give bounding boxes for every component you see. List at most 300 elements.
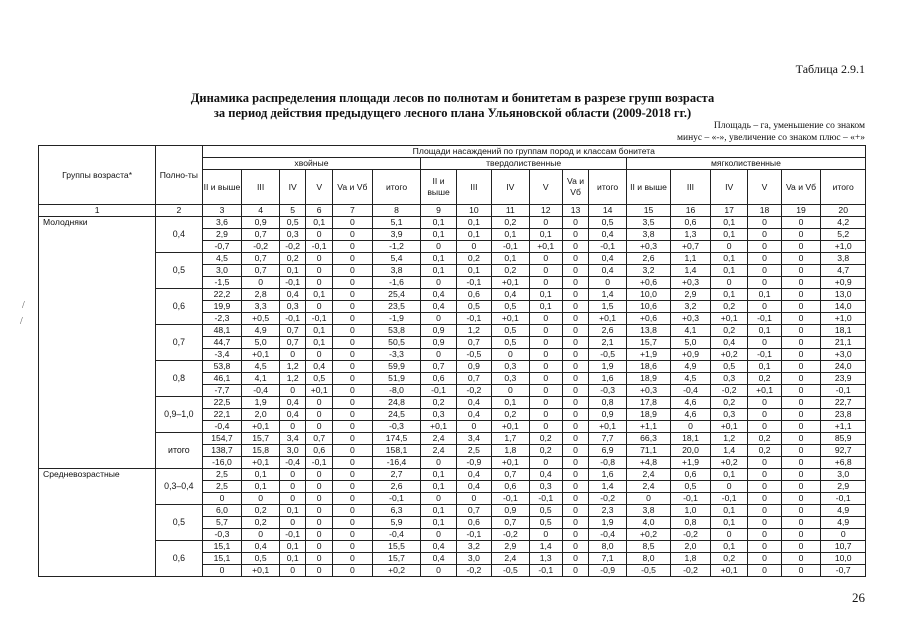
value-cell: 0 bbox=[332, 385, 372, 397]
value-cell: 0,1 bbox=[421, 481, 456, 493]
value-cell: 0,1 bbox=[710, 469, 748, 481]
value-cell: -0,9 bbox=[589, 565, 627, 577]
density-cell: 0,6 bbox=[156, 541, 202, 577]
value-cell: -0,2 bbox=[589, 493, 627, 505]
value-cell: 0,4 bbox=[421, 553, 456, 565]
header-age-groups: Группы возраста* bbox=[39, 146, 156, 205]
value-cell: 0 bbox=[710, 241, 748, 253]
value-cell: 0 bbox=[781, 217, 821, 229]
column-number-cell: 1 bbox=[39, 205, 156, 217]
value-cell: 0,9 bbox=[242, 217, 280, 229]
value-cell: 4,2 bbox=[821, 217, 866, 229]
value-cell: 0,1 bbox=[456, 265, 491, 277]
value-cell: -0,5 bbox=[626, 565, 670, 577]
value-cell: 0 bbox=[562, 529, 589, 541]
value-cell: 0,6 bbox=[492, 481, 530, 493]
value-cell: 0,4 bbox=[589, 265, 627, 277]
value-cell: 0 bbox=[562, 409, 589, 421]
value-cell: 20,0 bbox=[671, 445, 711, 457]
header-class-cell: V bbox=[306, 170, 333, 205]
value-cell: 0,1 bbox=[242, 469, 280, 481]
value-cell: 0 bbox=[492, 385, 530, 397]
header-class-cell: Va и Vб bbox=[562, 170, 589, 205]
value-cell: 0 bbox=[242, 277, 280, 289]
value-cell: 59,9 bbox=[372, 361, 421, 373]
value-cell: 0 bbox=[781, 241, 821, 253]
density-cell: 0,9–1,0 bbox=[156, 397, 202, 433]
value-cell: 2,9 bbox=[202, 229, 242, 241]
value-cell: 0 bbox=[748, 565, 781, 577]
value-cell: 0,5 bbox=[492, 301, 530, 313]
value-cell: 1,2 bbox=[279, 373, 306, 385]
value-cell: 0 bbox=[781, 289, 821, 301]
value-cell: 10,0 bbox=[626, 289, 670, 301]
value-cell: 0 bbox=[562, 337, 589, 349]
value-cell: -8,0 bbox=[372, 385, 421, 397]
value-cell: 0,4 bbox=[589, 253, 627, 265]
value-cell: 2,5 bbox=[456, 445, 491, 457]
value-cell: 0 bbox=[781, 409, 821, 421]
value-cell: +0,1 bbox=[710, 313, 748, 325]
column-number-cell: 3 bbox=[202, 205, 242, 217]
value-cell: 0,9 bbox=[589, 409, 627, 421]
value-cell: 0 bbox=[492, 349, 530, 361]
header-class-cell: IV bbox=[279, 170, 306, 205]
value-cell: 0,1 bbox=[421, 517, 456, 529]
value-cell: 0 bbox=[748, 265, 781, 277]
value-cell: 4,7 bbox=[821, 265, 866, 277]
value-cell: 5,4 bbox=[372, 253, 421, 265]
value-cell: +0,1 bbox=[589, 313, 627, 325]
value-cell: -0,7 bbox=[202, 241, 242, 253]
header-class-cell: Va и Vб bbox=[781, 170, 821, 205]
value-cell: 0 bbox=[748, 469, 781, 481]
value-cell: 14,0 bbox=[821, 301, 866, 313]
value-cell: 0,7 bbox=[306, 433, 333, 445]
value-cell: 0,7 bbox=[242, 253, 280, 265]
value-cell: +0,1 bbox=[492, 313, 530, 325]
value-cell: 0 bbox=[781, 397, 821, 409]
value-cell: 0,7 bbox=[242, 265, 280, 277]
value-cell: 0,1 bbox=[492, 229, 530, 241]
value-cell: 0 bbox=[781, 481, 821, 493]
value-cell: 0 bbox=[562, 481, 589, 493]
value-cell: 0,1 bbox=[710, 517, 748, 529]
value-cell: -0,1 bbox=[821, 385, 866, 397]
value-cell: 4,9 bbox=[821, 505, 866, 517]
value-cell: 2,1 bbox=[589, 337, 627, 349]
value-cell: -0,5 bbox=[456, 349, 491, 361]
value-cell: 0,6 bbox=[306, 445, 333, 457]
value-cell: -0,1 bbox=[279, 313, 306, 325]
value-cell: 0 bbox=[332, 265, 372, 277]
value-cell: 0,9 bbox=[456, 361, 491, 373]
value-cell: 25,4 bbox=[372, 289, 421, 301]
value-cell: -0,3 bbox=[202, 529, 242, 541]
value-cell: +0,1 bbox=[242, 565, 280, 577]
value-cell: +0,1 bbox=[710, 421, 748, 433]
density-cell: 0,3–0,4 bbox=[156, 469, 202, 505]
value-cell: 0 bbox=[306, 265, 333, 277]
value-cell: 0 bbox=[332, 517, 372, 529]
value-cell: 0,1 bbox=[710, 217, 748, 229]
value-cell: -0,5 bbox=[589, 349, 627, 361]
value-cell: 4,6 bbox=[671, 409, 711, 421]
value-cell: 1,2 bbox=[279, 361, 306, 373]
value-cell: 0,2 bbox=[710, 325, 748, 337]
value-cell: 1,4 bbox=[589, 481, 627, 493]
value-cell: 0 bbox=[332, 565, 372, 577]
value-cell: 0 bbox=[421, 457, 456, 469]
value-cell: 4,0 bbox=[626, 517, 670, 529]
value-cell: 0 bbox=[781, 517, 821, 529]
value-cell: 3,8 bbox=[626, 229, 670, 241]
value-cell: 0 bbox=[306, 253, 333, 265]
value-cell: 0,4 bbox=[456, 481, 491, 493]
table-row bbox=[39, 289, 866, 301]
value-cell: 0 bbox=[562, 265, 589, 277]
value-cell: 1,4 bbox=[671, 265, 711, 277]
value-cell: 0,1 bbox=[279, 505, 306, 517]
value-cell: 0 bbox=[781, 445, 821, 457]
value-cell: 48,1 bbox=[202, 325, 242, 337]
column-number-cell: 17 bbox=[710, 205, 748, 217]
value-cell: 13,8 bbox=[626, 325, 670, 337]
value-cell: 0 bbox=[306, 229, 333, 241]
column-number-cell: 7 bbox=[332, 205, 372, 217]
value-cell: 0 bbox=[781, 337, 821, 349]
value-cell: 2,9 bbox=[821, 481, 866, 493]
value-cell: 1,6 bbox=[589, 373, 627, 385]
value-cell: +0,1 bbox=[529, 241, 562, 253]
value-cell: +0,1 bbox=[589, 421, 627, 433]
value-cell: -16,0 bbox=[202, 457, 242, 469]
value-cell: -0,2 bbox=[710, 385, 748, 397]
value-cell: 0,2 bbox=[529, 433, 562, 445]
value-cell: 0,1 bbox=[748, 325, 781, 337]
value-cell: +1,9 bbox=[626, 349, 670, 361]
value-cell: 2,7 bbox=[372, 469, 421, 481]
value-cell: -0,1 bbox=[529, 493, 562, 505]
value-cell: 66,3 bbox=[626, 433, 670, 445]
value-cell: 0 bbox=[529, 337, 562, 349]
value-cell: 0 bbox=[562, 433, 589, 445]
value-cell: 0,4 bbox=[242, 541, 280, 553]
value-cell: 23,9 bbox=[821, 373, 866, 385]
value-cell: 0,7 bbox=[492, 517, 530, 529]
value-cell: 0 bbox=[456, 493, 491, 505]
value-cell: 0 bbox=[821, 529, 866, 541]
value-cell: +0,3 bbox=[626, 241, 670, 253]
value-cell: 0 bbox=[306, 349, 333, 361]
value-cell: 3,8 bbox=[626, 505, 670, 517]
value-cell: 2,4 bbox=[626, 469, 670, 481]
value-cell: +0,3 bbox=[671, 277, 711, 289]
value-cell: 0 bbox=[562, 313, 589, 325]
value-cell: -0,1 bbox=[671, 493, 711, 505]
header-class-cell: V bbox=[529, 170, 562, 205]
value-cell: 0 bbox=[529, 313, 562, 325]
value-cell: 0,3 bbox=[279, 229, 306, 241]
value-cell: 0 bbox=[306, 397, 333, 409]
density-cell: 0,5 bbox=[156, 505, 202, 541]
value-cell: 0,9 bbox=[421, 337, 456, 349]
value-cell: 0 bbox=[279, 517, 306, 529]
value-cell: 18,9 bbox=[626, 373, 670, 385]
value-cell: 0,2 bbox=[710, 397, 748, 409]
table-row bbox=[39, 469, 866, 481]
value-cell: 0,1 bbox=[421, 217, 456, 229]
value-cell: +1,9 bbox=[671, 457, 711, 469]
value-cell: 22,7 bbox=[821, 397, 866, 409]
value-cell: -0,1 bbox=[456, 277, 491, 289]
value-cell: 0 bbox=[306, 565, 333, 577]
value-cell: 0 bbox=[781, 373, 821, 385]
value-cell: 4,9 bbox=[242, 325, 280, 337]
column-number-cell: 8 bbox=[372, 205, 421, 217]
value-cell: 0 bbox=[306, 493, 333, 505]
header-hardwood: твердолиственные bbox=[421, 158, 627, 170]
value-cell: 0 bbox=[562, 457, 589, 469]
value-cell: 0,4 bbox=[456, 409, 491, 421]
value-cell: 15,1 bbox=[202, 553, 242, 565]
value-cell: -0,1 bbox=[821, 493, 866, 505]
value-cell: 2,0 bbox=[671, 541, 711, 553]
value-cell: 0,6 bbox=[671, 217, 711, 229]
value-cell: 1,8 bbox=[671, 553, 711, 565]
value-cell: 8,5 bbox=[626, 541, 670, 553]
value-cell: 46,1 bbox=[202, 373, 242, 385]
density-cell: 0,5 bbox=[156, 253, 202, 289]
value-cell: 0 bbox=[242, 493, 280, 505]
value-cell: 18,1 bbox=[671, 433, 711, 445]
value-cell: 0,4 bbox=[421, 301, 456, 313]
value-cell: 138,7 bbox=[202, 445, 242, 457]
value-cell: 5,0 bbox=[671, 337, 711, 349]
value-cell: 3,0 bbox=[821, 469, 866, 481]
value-cell: 0,2 bbox=[242, 517, 280, 529]
value-cell: 0 bbox=[748, 217, 781, 229]
column-number-cell: 19 bbox=[781, 205, 821, 217]
value-cell: 0 bbox=[306, 529, 333, 541]
value-cell: +0,1 bbox=[748, 385, 781, 397]
value-cell: 0 bbox=[626, 493, 670, 505]
value-cell: +0,1 bbox=[306, 385, 333, 397]
value-cell: -0,2 bbox=[671, 565, 711, 577]
forest-density-table bbox=[38, 145, 866, 577]
value-cell: +0,1 bbox=[242, 421, 280, 433]
header-density: Полно-ты bbox=[156, 146, 202, 205]
table-row bbox=[39, 541, 866, 553]
value-cell: 0,1 bbox=[748, 361, 781, 373]
value-cell: -3,3 bbox=[372, 349, 421, 361]
value-cell: 0 bbox=[279, 481, 306, 493]
value-cell: 0,1 bbox=[529, 301, 562, 313]
value-cell: 0 bbox=[781, 325, 821, 337]
value-cell: 0,5 bbox=[492, 337, 530, 349]
value-cell: 0,1 bbox=[492, 253, 530, 265]
value-cell: 0 bbox=[562, 373, 589, 385]
value-cell: 0,4 bbox=[456, 397, 491, 409]
value-cell: -16,4 bbox=[372, 457, 421, 469]
value-cell: 0 bbox=[456, 241, 491, 253]
value-cell: +0,1 bbox=[710, 565, 748, 577]
value-cell: 2,5 bbox=[202, 481, 242, 493]
column-number-cell: 4 bbox=[242, 205, 280, 217]
value-cell: 0 bbox=[562, 217, 589, 229]
value-cell: 0 bbox=[562, 517, 589, 529]
value-cell: 0 bbox=[562, 361, 589, 373]
value-cell: -0,3 bbox=[372, 421, 421, 433]
value-cell: 4,5 bbox=[671, 373, 711, 385]
value-cell: 5,7 bbox=[202, 517, 242, 529]
value-cell: -1,2 bbox=[372, 241, 421, 253]
value-cell: -0,1 bbox=[748, 349, 781, 361]
value-cell: 0 bbox=[332, 217, 372, 229]
value-cell: 0 bbox=[781, 361, 821, 373]
age-group-cell: Молодняки bbox=[39, 217, 156, 469]
value-cell: 0 bbox=[529, 529, 562, 541]
value-cell: +1,0 bbox=[821, 241, 866, 253]
value-cell: 15,7 bbox=[242, 433, 280, 445]
value-cell: +4,8 bbox=[626, 457, 670, 469]
value-cell: 0 bbox=[421, 349, 456, 361]
value-cell: -0,1 bbox=[589, 241, 627, 253]
value-cell: 18,1 bbox=[821, 325, 866, 337]
column-number-cell: 13 bbox=[562, 205, 589, 217]
value-cell: 0 bbox=[279, 565, 306, 577]
value-cell: +0,2 bbox=[710, 349, 748, 361]
value-cell: 0 bbox=[781, 505, 821, 517]
value-cell: 0 bbox=[306, 505, 333, 517]
value-cell: 0,1 bbox=[710, 265, 748, 277]
value-cell: 0 bbox=[529, 409, 562, 421]
value-cell: -0,1 bbox=[529, 565, 562, 577]
value-cell: 21,1 bbox=[821, 337, 866, 349]
value-cell: 0,2 bbox=[492, 409, 530, 421]
value-cell: 15,7 bbox=[626, 337, 670, 349]
header-conifer: хвойные bbox=[202, 158, 421, 170]
value-cell: 0 bbox=[332, 505, 372, 517]
value-cell: 0 bbox=[748, 337, 781, 349]
value-cell: -0,1 bbox=[306, 241, 333, 253]
header-class-cell: III bbox=[456, 170, 491, 205]
value-cell: 0 bbox=[781, 553, 821, 565]
density-cell: 0,4 bbox=[156, 217, 202, 253]
value-cell: 0 bbox=[748, 241, 781, 253]
value-cell: 0,1 bbox=[421, 265, 456, 277]
value-cell: 0 bbox=[562, 553, 589, 565]
value-cell: 0 bbox=[332, 349, 372, 361]
value-cell: 0,1 bbox=[529, 229, 562, 241]
value-cell: 53,8 bbox=[202, 361, 242, 373]
value-cell: 0,2 bbox=[492, 217, 530, 229]
header-class-cell: IV bbox=[492, 170, 530, 205]
value-cell: 0,2 bbox=[242, 505, 280, 517]
value-cell: 0 bbox=[529, 265, 562, 277]
value-cell: 7,1 bbox=[589, 553, 627, 565]
value-cell: 0,1 bbox=[242, 481, 280, 493]
header-class-cell: итого bbox=[821, 170, 866, 205]
value-cell: 15,5 bbox=[372, 541, 421, 553]
value-cell: 0 bbox=[589, 277, 627, 289]
value-cell: 0 bbox=[562, 385, 589, 397]
header-class-cell: II и выше bbox=[421, 170, 456, 205]
value-cell: 8,0 bbox=[626, 553, 670, 565]
value-cell: -0,4 bbox=[242, 385, 280, 397]
value-cell: 22,2 bbox=[202, 289, 242, 301]
value-cell: 22,1 bbox=[202, 409, 242, 421]
value-cell: +1,0 bbox=[821, 313, 866, 325]
value-cell: 0 bbox=[332, 325, 372, 337]
value-cell: -0,3 bbox=[589, 385, 627, 397]
value-cell: +0,1 bbox=[492, 421, 530, 433]
column-number-cell: 10 bbox=[456, 205, 491, 217]
value-cell: 3,2 bbox=[626, 265, 670, 277]
value-cell: -0,9 bbox=[456, 457, 491, 469]
value-cell: 0,2 bbox=[421, 397, 456, 409]
value-cell: 17,8 bbox=[626, 397, 670, 409]
value-cell: 0 bbox=[242, 529, 280, 541]
value-cell: 4,1 bbox=[671, 325, 711, 337]
value-cell: 174,5 bbox=[372, 433, 421, 445]
value-cell: 92,7 bbox=[821, 445, 866, 457]
value-cell: -0,2 bbox=[279, 241, 306, 253]
table-row bbox=[39, 505, 866, 517]
value-cell: -0,4 bbox=[671, 385, 711, 397]
value-cell: 1,2 bbox=[456, 325, 491, 337]
value-cell: 0,1 bbox=[279, 553, 306, 565]
value-cell: 0 bbox=[562, 445, 589, 457]
units-note-line-1: Площадь – га, уменьшение со знаком bbox=[713, 121, 865, 131]
value-cell: 51,9 bbox=[372, 373, 421, 385]
value-cell: -0,1 bbox=[492, 241, 530, 253]
value-cell: 0,1 bbox=[306, 337, 333, 349]
value-cell: 1,7 bbox=[492, 433, 530, 445]
value-cell: 0 bbox=[748, 493, 781, 505]
title-line-1: Динамика распределения площади лесов по полнотам и бонитетам в разрезе групп возраста bbox=[190, 91, 715, 105]
value-cell: 0,6 bbox=[456, 517, 491, 529]
value-cell: 0 bbox=[748, 277, 781, 289]
value-cell: 0,7 bbox=[492, 469, 530, 481]
value-cell: 1,5 bbox=[589, 301, 627, 313]
value-cell: 0 bbox=[562, 397, 589, 409]
value-cell: 15,8 bbox=[242, 445, 280, 457]
value-cell: -0,1 bbox=[372, 493, 421, 505]
value-cell: 0 bbox=[562, 469, 589, 481]
value-cell: 53,8 bbox=[372, 325, 421, 337]
value-cell: 1,4 bbox=[710, 445, 748, 457]
value-cell: 0,7 bbox=[242, 229, 280, 241]
value-cell: 3,8 bbox=[372, 265, 421, 277]
value-cell: 3,0 bbox=[279, 445, 306, 457]
value-cell: 0 bbox=[748, 505, 781, 517]
value-cell: +0,2 bbox=[710, 457, 748, 469]
value-cell: 1,2 bbox=[710, 433, 748, 445]
value-cell: 15,1 bbox=[202, 541, 242, 553]
table-label: Таблица 2.9.1 bbox=[795, 62, 865, 76]
column-number-cell: 18 bbox=[748, 205, 781, 217]
value-cell: 0 bbox=[306, 409, 333, 421]
value-cell: 2,4 bbox=[421, 445, 456, 457]
value-cell: 0 bbox=[529, 349, 562, 361]
value-cell: 71,1 bbox=[626, 445, 670, 457]
value-cell: 1,4 bbox=[589, 289, 627, 301]
value-cell: 1,1 bbox=[671, 253, 711, 265]
value-cell: 0,3 bbox=[492, 361, 530, 373]
value-cell: -2,3 bbox=[202, 313, 242, 325]
value-cell: 0,6 bbox=[671, 469, 711, 481]
